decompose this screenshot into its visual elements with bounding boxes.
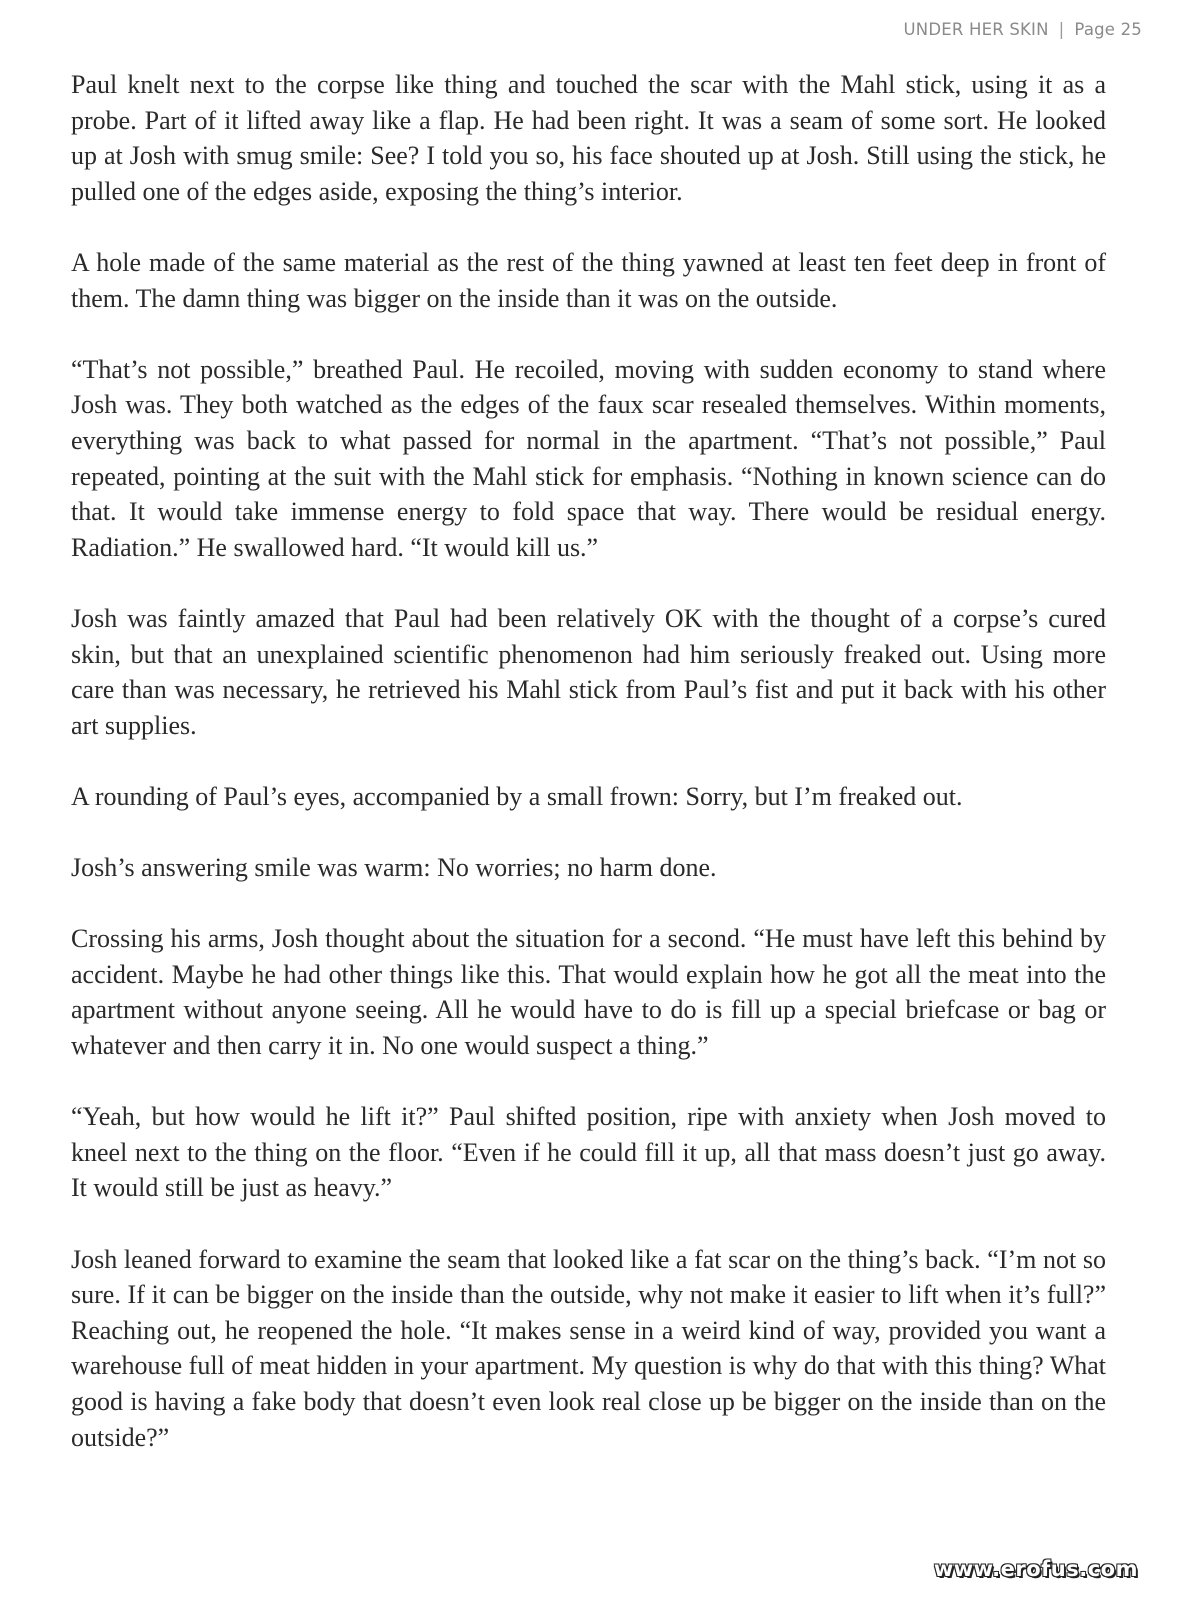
paragraph-4: Josh was faintly amazed that Paul had been relatively OK with the thought of a corpse’s cured skin, but that an unexplained scientific phenomenon had him seriously freaked out. Using more care than was necessary, he retrieved his Mahl stick from Paul’s fist and put it back with his other art supplies. (71, 603, 1106, 740)
paragraph-7: Crossing his arms, Josh thought about the situation for a second. “He must have left this behind by accident. Maybe he had other things like this. That would explain how he got all the meat into the apartment without anyone seeing. All he would have to do is fill up a special briefcase or bag or whatever and then carry it in. No one would suspect a thing.” (71, 924, 1106, 1061)
site-watermark: www.erofus.com (933, 1557, 1138, 1581)
page-number: Page 25 (1074, 20, 1142, 39)
paragraph-8: “Yeah, but how would he lift it?” Paul shifted position, ripe with anxiety when Josh moved to kneel next to the thing on the floor. “Even if he could fill it up, all that mass doesn’t just go away. It would still be just as heavy.” (71, 1102, 1106, 1203)
paragraph-9: Josh leaned forward to examine the seam that looked like a fat scar on the thing’s back. “I’m not so sure. If it can be bigger on the inside than the outside, why not make it easier to lift when it’s full?” Reaching out, he reopened the hole. “It makes sense in a weird kind of way, provided you want a warehouse full of meat hidden in your apartment. My question is why do that with this thing? What good is having a fake body that doesn’t even look real close up be bigger on the inside than on the outside?” (71, 1244, 1106, 1452)
paragraph-1: Paul knelt next to the corpse like thing and touched the scar with the Mahl stick, using it as a probe. Part of it lifted away like a flap. He had been right. It was a seam of some sort. He looked up at Josh with smug smile: See? I told you so, his face shouted up at Josh. Still using the stick, he pulled one of the edges aside, exposing the thing’s interior. (71, 70, 1106, 206)
page-body (71, 67, 1106, 1491)
paragraph-3: “That’s not possible,” breathed Paul. He recoiled, moving with sudden economy to stand where Josh was. They both watched as the edges of the faux scar resealed themselves. Within moments, everything was back to what passed for normal in the apartment. “That’s not possible,” Paul repeated, pointing at the suit with the Mahl stick for emphasis. “Nothing in known science can do that. It would take immense energy to fold space that way. There would be residual energy. Radiation.” He swallowed hard. “It would kill us.” (71, 354, 1106, 562)
paragraph-6: Josh’s answering smile was warm: No worries; no harm done. (71, 853, 717, 883)
book-title: UNDER HER SKIN (903, 20, 1049, 39)
paragraph-5: A rounding of Paul’s eyes, accompanied by a small frown: Sorry, but I’m freaked out. (71, 781, 963, 811)
paragraph-2: A hole made of the same material as the rest of the thing yawned at least ten feet deep in front of them. The damn thing was bigger on the inside than it was on the outside. (71, 247, 1106, 313)
running-header (904, 20, 1142, 39)
header-separator: | (1058, 20, 1065, 39)
